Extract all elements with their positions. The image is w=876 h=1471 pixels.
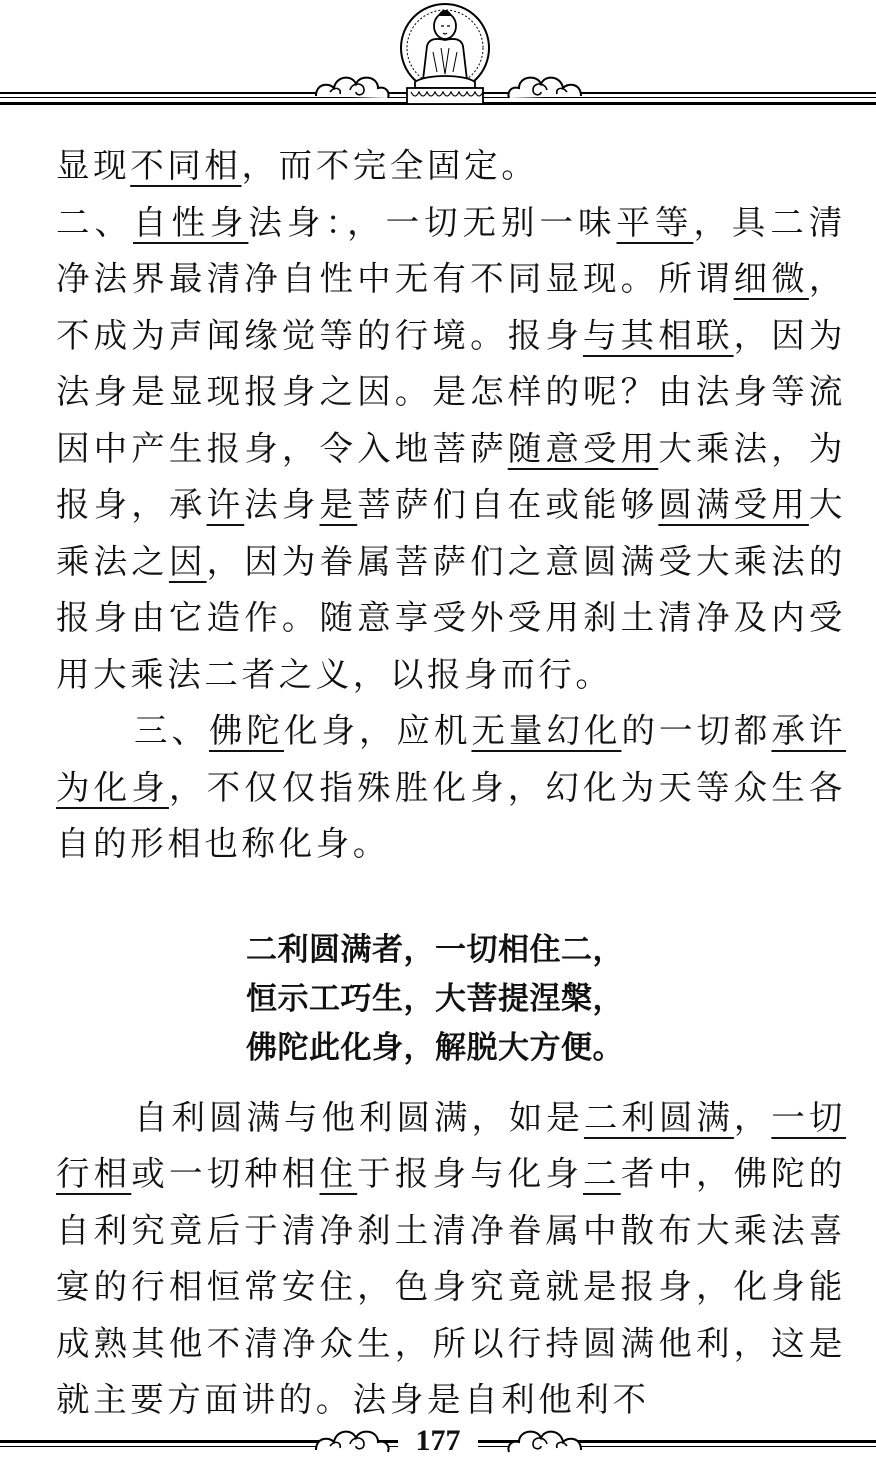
paragraphs-after-verse	[56, 1090, 846, 1429]
page-body	[56, 138, 846, 1429]
underlined-term: 因	[168, 541, 207, 581]
underlined-term: 圆满受用	[658, 485, 809, 524]
text-run: 大乘法，为报身，承	[56, 428, 846, 524]
underlined-term: 一切行相	[56, 1097, 846, 1193]
cloud-ornament-right-icon	[505, 68, 585, 102]
underlined-term: 无量幻化	[471, 711, 622, 750]
text-run: 菩萨们自在或能够	[357, 485, 659, 524]
underlined-term: 随意受用	[507, 428, 659, 468]
text-run: ，不仅仅指殊胜化身，幻化为天等众生各自的形相也称化身。	[56, 767, 846, 863]
cloud-ornament-left-icon	[312, 68, 392, 102]
text-run: 自利圆满与他利圆满，如是	[134, 1097, 584, 1137]
text-run: ，而不完全固定。	[241, 146, 539, 185]
underlined-term: 承许为化身	[56, 711, 847, 807]
underlined-term: 二利圆满	[583, 1097, 734, 1137]
verse-line: 恒示工巧生，大菩提涅槃，	[246, 980, 624, 1016]
page-header	[0, 0, 876, 122]
text-run: ，因为眷属菩萨们之意圆满受大乘法的报身由它造作。随意享受外受用刹土清净及内受用大乘法二者之义，以报身而行。	[56, 541, 846, 694]
underlined-term: 二	[583, 1154, 621, 1193]
underlined-term: 是	[319, 485, 358, 524]
cloud-ornament-right-icon	[505, 1422, 585, 1456]
text-run: 二、	[56, 202, 133, 242]
text-run: ，	[733, 1097, 772, 1137]
underlined-term: 许	[206, 485, 245, 524]
text-run: 的一切都	[621, 711, 772, 750]
page-footer	[0, 1418, 876, 1471]
underlined-term: 不同相	[130, 146, 242, 185]
text-run: 或一切种相	[131, 1154, 320, 1193]
text-run: 三、	[134, 711, 209, 750]
paragraphs-before-verse	[56, 138, 846, 873]
underlined-term: 佛陀	[209, 711, 284, 750]
text-run: ，不成为声闻缘觉等的行境。报身	[56, 259, 846, 355]
text-run: ，具二清净法界最清净自性中无有不同显现。所谓	[56, 202, 846, 298]
text-run: 化身，应机	[284, 711, 472, 750]
text-run: 于报身与化身	[357, 1154, 584, 1193]
underlined-term: 住	[319, 1154, 358, 1193]
verse-block	[56, 925, 846, 1072]
underlined-term: 自性身	[132, 202, 249, 242]
verse-line: 二利圆满者，一切相住二，	[246, 931, 624, 967]
underlined-term: 与其相联	[583, 315, 734, 355]
text-run: 显现	[56, 146, 131, 185]
text-run: 法身：，一切无别一味	[248, 202, 617, 242]
page-number: 177	[398, 1424, 478, 1458]
text-run: ，因为法身是显现报身之因。是怎样的呢？由法身等流因中产生报身，令入地菩萨	[56, 315, 846, 468]
body-paragraph	[56, 195, 846, 704]
text-run: 大乘法之	[56, 485, 847, 581]
buddha-figure-icon	[397, 2, 493, 108]
text-run: 法身	[244, 485, 320, 524]
underlined-term: 细微	[733, 259, 809, 298]
body-paragraph	[56, 138, 846, 195]
text-run: 者中，佛陀的自利究竟后于清净刹土清净眷属中散布大乘法喜宴的行相恒常安住，色身究竟就是报身，化身能成熟其他不清净众生，所以行持圆满他利，这是就主要方面讲的。法身是自利他利不	[56, 1154, 847, 1419]
verse-line: 佛陀此化身，解脱大方便。	[246, 1029, 624, 1065]
body-paragraph	[56, 1090, 846, 1429]
cloud-ornament-left-icon	[312, 1422, 392, 1456]
body-paragraph	[56, 703, 846, 873]
underlined-term: 平等	[616, 202, 694, 242]
